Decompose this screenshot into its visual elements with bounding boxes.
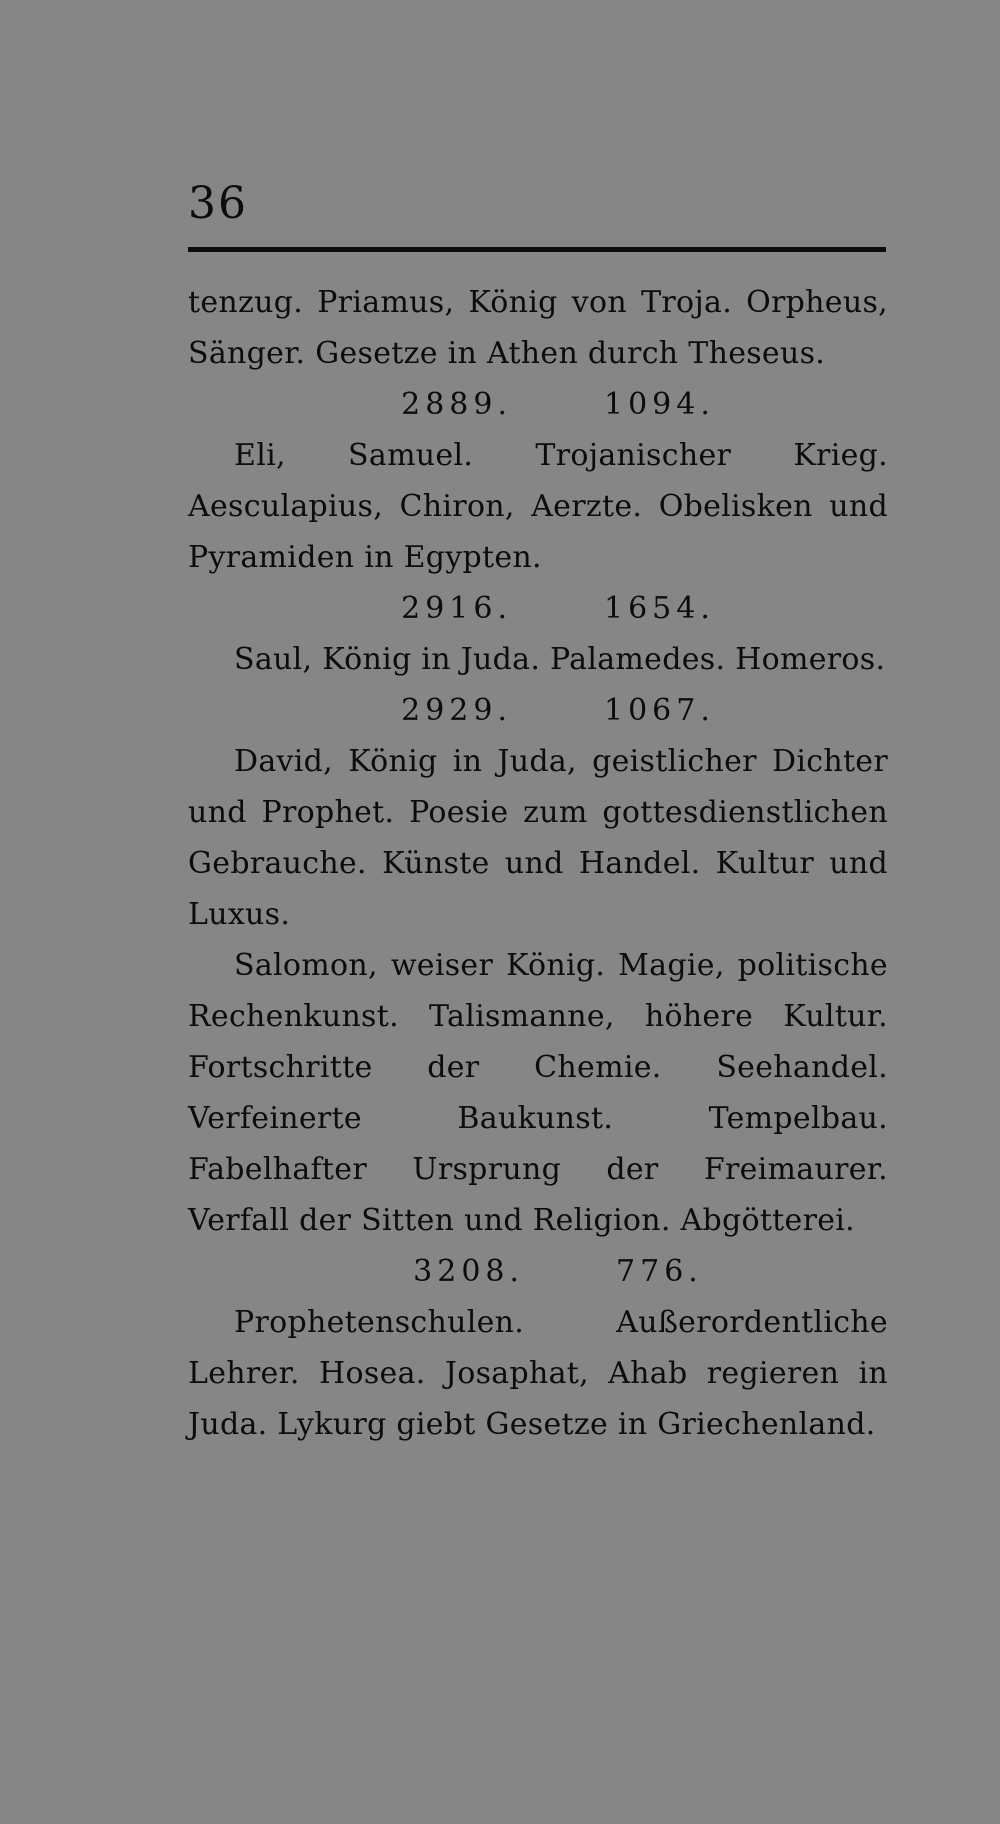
date-right: 1654. bbox=[604, 591, 715, 626]
paragraph: David, König in Juda, geistlicher Dichter und Prophet. Poesie zum gottesdienstlichen Gebrauche. Künste und Handel. Kultur und Luxus. bbox=[188, 744, 888, 932]
page-number: 36 bbox=[188, 178, 248, 229]
header-rule bbox=[188, 247, 886, 252]
paragraph: Salomon, weiser König. Magie, politische Rechenkunst. Talismanne, höhere Kultur. Fortschritte der Chemie. Seehandel. Verfeinerte Baukunst. Tempelbau. Fabelhafter Ursprung der Freimaurer. Verfall der Sitten und Religion. Abgötterei. bbox=[188, 948, 888, 1238]
paragraph: Eli, Samuel. Trojanischer Krieg. Aesculapius, Chiron, Aerzte. Obelisken und Pyramiden in Egypten. bbox=[188, 438, 888, 575]
date-right: 776. bbox=[616, 1254, 703, 1289]
date-line bbox=[188, 1246, 888, 1297]
body-text bbox=[188, 277, 888, 1450]
paragraph: Saul, König in Juda. Palamedes. Homeros. bbox=[234, 642, 886, 677]
date-left: 2889. bbox=[401, 387, 512, 422]
date-line bbox=[188, 379, 888, 430]
paragraph: Prophetenschulen. Außerordentliche Lehrer. Hosea. Josaphat, Ahab regieren in Juda. Lykurg giebt Gesetze in Griechenland. bbox=[188, 1305, 888, 1442]
date-right: 1067. bbox=[604, 693, 715, 728]
date-left: 2929. bbox=[401, 693, 512, 728]
date-line bbox=[188, 583, 888, 634]
date-left: 3208. bbox=[413, 1254, 525, 1289]
date-left: 2916. bbox=[401, 591, 512, 626]
date-right: 1094. bbox=[604, 387, 715, 422]
paragraph: tenzug. Priamus, König von Troja. Orpheus, Sänger. Gesetze in Athen durch Theseus. bbox=[188, 285, 888, 371]
date-line bbox=[188, 685, 888, 736]
